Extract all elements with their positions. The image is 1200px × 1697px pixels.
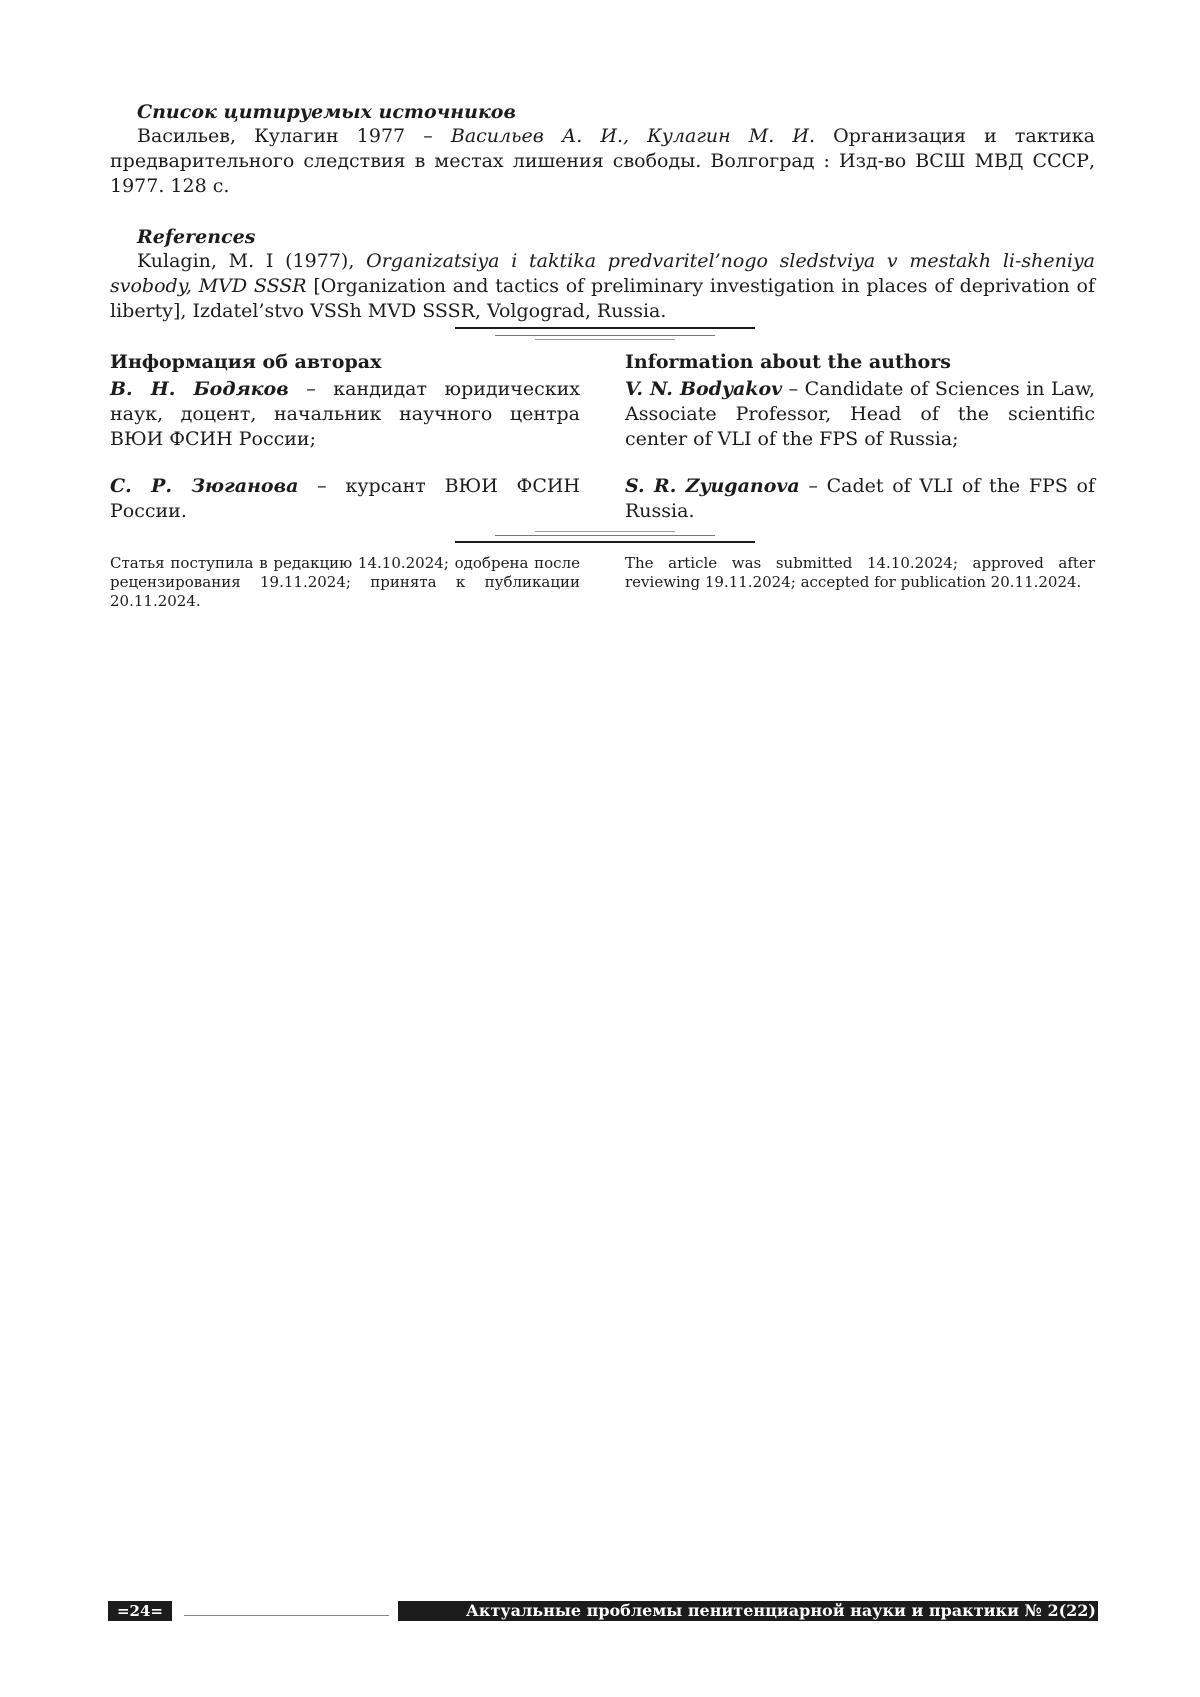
entry-rest: Организация и тактика предварительного следствия в местах лишения свободы. Волгоград : Изд-во ВСШ МВД СССР, 1977. 128 с.: [110, 125, 1096, 197]
references-heading: References: [137, 226, 256, 248]
author-desc: – Candidate of Sciences in Law, Associate Professor, Head of the scientific center of VLI of the FPS of Russia;: [625, 378, 1095, 450]
entry-authors: Васильев А. И., Кулагин М. И.: [450, 125, 816, 147]
entry-prefix: Kulagin, M. I (1977),: [137, 250, 367, 272]
entry-rest: [Organization and tactics of preliminary investigation in places of deprivation of liberty], Izdatel’stvo VSSh MVD SSSR, Volgograd, Russia.: [110, 275, 1095, 322]
author-entry-en-2: [625, 474, 1095, 524]
authors-title-ru: Информация об авторах: [110, 351, 382, 373]
author-entry-en-1: [625, 377, 1095, 452]
footer-rule: [184, 1615, 389, 1616]
cited-sources-heading: Список цитируемых источников: [137, 101, 516, 123]
author-name: S. R. Zyuganova: [625, 475, 800, 497]
authors-column-en: [625, 350, 1095, 524]
authors-info: [110, 350, 1095, 524]
section-divider-top: [110, 324, 1095, 348]
entry-prefix: Васильев, Кулагин 1977 –: [137, 125, 451, 147]
journal-title-bar: Актуальные проблемы пенитенциарной науки и практики № 2(22): [398, 1601, 1098, 1621]
author-desc: – Cadet of VLI of the FPS of Russia.: [625, 475, 1095, 522]
author-desc: – кандидат юридических наук, доцент, начальник научного центра ВЮИ ФСИН России;: [110, 378, 580, 450]
author-name: В. Н. Бодяков: [110, 378, 289, 400]
page-number: =24=: [108, 1601, 172, 1621]
dates-ru: Статья поступила в редакцию 14.10.2024; одобрена после рецензирования 19.11.2024; принята к публикации 20.11.2024.: [110, 554, 580, 610]
author-entry-ru-2: [110, 474, 580, 524]
reference-entry: [110, 249, 1095, 324]
cited-source-entry: [110, 124, 1095, 199]
authors-column-ru: [110, 350, 580, 524]
author-name: V. N. Bodyakov: [625, 378, 783, 400]
authors-title-en: Information about the authors: [625, 351, 951, 373]
page-content: [110, 100, 1095, 611]
dates-en: The article was submitted 14.10.2024; approved after reviewing 19.11.2024; accepted for publication 20.11.2024.: [625, 554, 1095, 591]
author-entry-ru-1: [110, 377, 580, 452]
article-dates: [110, 554, 1095, 611]
page-footer: [108, 1601, 1098, 1621]
author-desc: – курсант ВЮИ ФСИН России.: [110, 475, 580, 522]
author-name: С. Р. Зюганова: [110, 475, 299, 497]
entry-title: Organizatsiya i taktika predvaritel’nogo sledstviya v mestakh li-sheniya svobody, MVD SSSR: [110, 250, 1096, 297]
section-divider-bottom: [110, 524, 1095, 548]
